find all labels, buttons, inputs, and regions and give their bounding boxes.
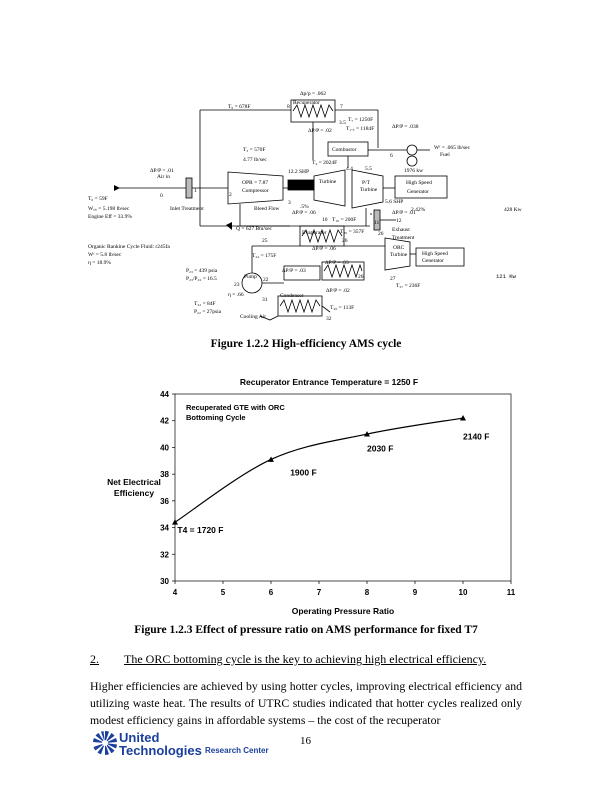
- label-wf2: Wᶠ = 5.8 lb/sec: [88, 252, 122, 258]
- company-line1: United: [119, 730, 160, 745]
- label-n8: 8: [287, 104, 290, 110]
- label-recuperator: Recuperator: [293, 100, 320, 106]
- label-kw121: 121 Kw: [496, 273, 516, 280]
- label-condenser: Condenser: [280, 293, 304, 299]
- label-t26: T₂₆ = 357F: [340, 229, 365, 235]
- label-ap06a: ΔP/P = .06: [292, 210, 316, 216]
- annotation-label: 2140 F: [463, 431, 490, 442]
- x-tick-label: 4: [172, 588, 178, 597]
- label-n10: 10: [322, 217, 328, 223]
- label-ap02b: ΔP/P = .02: [326, 288, 350, 294]
- x-tick-label: 11: [506, 588, 516, 597]
- label-n26a: 26: [342, 238, 348, 244]
- label-t22: T₂₂ = 84F: [194, 301, 216, 307]
- label-q: Q = 627 Btu/sec: [236, 226, 272, 232]
- section-number: 2.: [90, 652, 99, 666]
- body-paragraph: Higher efficiencies are achieved by using hotter cycles, improving electrical efficiency and utilizing waste heat. The results of UTRC studies indicated that hotter cycles realized only modest efficiency gains in affordable systems – the cost of the recuperator: [90, 679, 522, 727]
- utc-logo-icon: [92, 730, 118, 756]
- label-n44: 4.4: [346, 166, 353, 172]
- label-wf: Wᶠ = .065 lb/sec: [434, 145, 471, 151]
- data-point: [172, 519, 178, 524]
- label-fuel: Fuel: [440, 152, 450, 158]
- y-tick-label: 36: [160, 496, 169, 506]
- section-heading: [90, 652, 520, 667]
- y-tick-label: 44: [160, 390, 169, 399]
- label-n2: 2: [229, 192, 232, 198]
- label-p23: P₂₃ = 439 psia: [186, 268, 218, 274]
- label-t24: T₂₄ = 175F: [252, 253, 277, 259]
- label-n35: 3.5: [339, 120, 346, 126]
- label-ap03a: ΔP/P = .03: [325, 260, 349, 266]
- label-n55: 5.5: [365, 166, 372, 172]
- label-n3: 3: [288, 200, 291, 206]
- label-ap03b: ΔP/P = .03: [282, 268, 306, 274]
- chart-annotations: [177, 431, 489, 535]
- label-n1: 1: [194, 188, 197, 194]
- label-t6: T₆ = 678F: [228, 104, 251, 110]
- y-tick-label: 30: [160, 577, 169, 586]
- label-combustor: Combustor: [332, 147, 357, 153]
- diagram-labels: [88, 91, 522, 322]
- label-n6: 6: [390, 153, 393, 159]
- label-inlet: Inlet Treatment: [170, 206, 204, 212]
- x-tick-label: 10: [458, 588, 468, 597]
- label-orcfluid: Organic Rankine Cycle Fluid: r245fa: [88, 244, 170, 250]
- y-tick-label: 34: [160, 523, 169, 533]
- label-t4: T₄ = 2024F: [312, 160, 338, 166]
- label-eta66: η = .66: [228, 292, 244, 298]
- label-hsg: High Speed: [406, 180, 432, 186]
- figure-caption-2: Figure 1.2.3 Effect of pressure ratio on AMS performance for fixed T7: [134, 624, 478, 636]
- y-tick-label: 38: [160, 470, 169, 480]
- x-tick-label: 6: [268, 588, 274, 597]
- label-pct: .5%: [300, 204, 309, 210]
- label-engeff: Engine Eff = 33.9%: [88, 214, 132, 220]
- label-turbine2: Turbine: [360, 187, 378, 193]
- series-line: [175, 418, 463, 522]
- y-tick-label: 32: [160, 550, 169, 560]
- chart-title: Recuperator Entrance Temperature = 1250 F: [239, 377, 419, 387]
- label-t7: T₇ = 1250F: [348, 117, 374, 123]
- label-exhaust: Exhaust: [392, 227, 410, 233]
- page-number: 16: [300, 735, 311, 747]
- label-n12shp: 12.2 SHP: [288, 169, 310, 175]
- label-pt: P/T: [362, 180, 370, 186]
- x-tick-label: 7: [316, 588, 322, 597]
- label-p22: P₂₂ = 27psia: [194, 309, 222, 315]
- ams-cycle-diagram: [0, 0, 612, 340]
- label-n7: 7: [340, 104, 343, 110]
- label-ap01: ΔP/P = .01: [150, 168, 174, 174]
- division-name: Research Center: [205, 746, 269, 755]
- label-n32: 32: [326, 316, 332, 322]
- legend-line1: Recuperated GTE with ORC: [186, 403, 285, 412]
- annotation-label: 1900 F: [290, 467, 317, 478]
- label-ap01b: ΔP/P = .01: [392, 210, 416, 216]
- y-tick-label: 42: [160, 416, 169, 426]
- series-recuperated-gte: [172, 415, 466, 525]
- label-pct242: 2.42%: [411, 207, 426, 213]
- x-tick-label: 8: [364, 588, 370, 597]
- label-orc: ORC: [393, 245, 405, 251]
- label-n31: 31: [262, 297, 268, 303]
- label-generator: Generator: [407, 189, 429, 195]
- figure-caption-1: Figure 1.2.2 High-efficiency AMS cycle: [210, 338, 402, 350]
- label-hsg2: High Speed: [422, 251, 448, 257]
- label-flow477: 4.77 lb/sec: [243, 157, 267, 163]
- label-t3: T₃ = 570F: [243, 147, 266, 153]
- label-gen2: Generator: [422, 258, 444, 264]
- label-n1976: 1976 kw: [404, 168, 424, 174]
- label-n25: 25: [262, 238, 268, 244]
- label-pump: Pump: [244, 274, 257, 280]
- label-ap02a: ΔP/P = .02: [308, 128, 332, 134]
- section-title: The ORC bottoming cycle is the key to achieving high electrical efficiency.: [124, 652, 487, 666]
- label-evaporator: Evaporator: [302, 230, 327, 236]
- label-n22: 22: [263, 277, 269, 283]
- label-airin: Air in: [157, 174, 170, 180]
- y-axis-label-line1: Net Electrical: [107, 477, 161, 487]
- label-t0: T₀ = 59F: [88, 196, 108, 202]
- label-n26c: 26: [358, 274, 364, 280]
- label-kw428: 428 Kw: [504, 207, 522, 213]
- company-line2: Technologies: [119, 743, 202, 758]
- label-n12: 12: [396, 218, 402, 224]
- label-n26b: 26: [378, 231, 384, 237]
- label-t10: T₁₀ = 200F: [332, 217, 357, 223]
- label-opr: OPR = 7.87: [242, 180, 269, 186]
- label-t27: T₂₇ = 236F: [396, 283, 421, 289]
- label-n11: 11: [374, 220, 380, 226]
- label-wair: Wₐᵢᵣ = 5.198 lb/sec: [88, 206, 130, 212]
- label-bleed: Bleed Flow: [254, 206, 280, 212]
- company-name: [119, 731, 202, 757]
- label-n23: 23: [234, 282, 240, 288]
- label-t28: T₂₈ = 113F: [330, 305, 355, 311]
- label-eta: η = 18.9%: [88, 260, 111, 266]
- label-ap038: ΔP/P = .038: [392, 124, 419, 130]
- y-axis-label-line2: Efficiency: [113, 488, 155, 498]
- efficiency-chart: [0, 365, 612, 620]
- label-ap-top: Δp/p = .062: [300, 91, 327, 97]
- y-tick-label: 40: [160, 443, 169, 453]
- annotation-label: T4 = 1720 F: [177, 524, 224, 535]
- annotation-label: 2030 F: [367, 443, 394, 454]
- label-cooling: Cooling Air: [240, 314, 267, 320]
- label-treatment: Treatment: [392, 235, 415, 241]
- label-orcturb: Turbine: [390, 252, 408, 258]
- label-n56shp: 5.6 SHP: [385, 199, 404, 205]
- label-ap06b: ΔP/P = .06: [312, 246, 336, 252]
- x-tick-label: 9: [412, 588, 418, 597]
- x-axis-ticks: [173, 581, 516, 597]
- x-tick-label: 5: [220, 588, 226, 597]
- legend-line2: Bottoming Cycle: [186, 413, 246, 422]
- label-t15: T₁.₅ = 1184F: [346, 126, 375, 132]
- label-compressor: Compressor: [242, 188, 269, 194]
- data-point: [460, 415, 466, 420]
- y-axis-ticks: [160, 390, 175, 586]
- label-pratio: P₂₃/P₂₂ = 16.5: [186, 276, 217, 282]
- label-n27: 27: [390, 276, 396, 282]
- label-turbine: Turbine: [319, 179, 337, 185]
- x-axis-label: Operating Pressure Ratio: [291, 606, 395, 616]
- label-n0: 0: [160, 193, 163, 199]
